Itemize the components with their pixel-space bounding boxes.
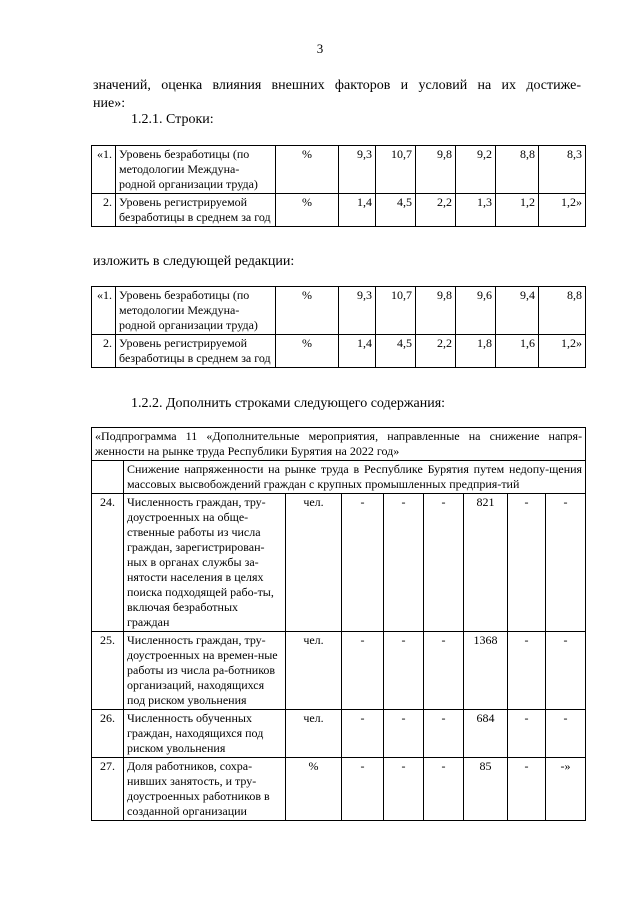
value-cell: -: [546, 710, 586, 758]
value-cell: 4,5: [376, 194, 416, 227]
subprogram-goal: Снижение напряженности на рынке труда в Республике Бурятия путем недопу-щения массовых высвобождений граждан с крупных промышленных предприя-тий: [124, 461, 586, 494]
row-number: 2.: [92, 335, 116, 368]
value-cell: 821: [464, 494, 508, 632]
value-cell: 1,6: [496, 335, 539, 368]
new-indicators-table: [91, 286, 586, 368]
value-cell: -: [342, 758, 384, 821]
table-row: [92, 194, 586, 227]
value-cell: -: [384, 710, 424, 758]
table-row: [92, 710, 586, 758]
value-cell: 10,7: [376, 287, 416, 335]
value-cell: -: [384, 494, 424, 632]
row-number: 24.: [92, 494, 124, 632]
row-number: «1.: [92, 146, 116, 194]
value-cell: -: [546, 632, 586, 710]
value-cell: 9,8: [416, 146, 456, 194]
value-cell: -: [384, 632, 424, 710]
row-number: 27.: [92, 758, 124, 821]
value-cell: 684: [464, 710, 508, 758]
item-1-2-2: 1.2.2. Дополнить строками следующего содержания:: [131, 396, 446, 411]
indicator-name: Доля работников, сохра-нивших занятость, и тру-доустроенных работников в созданной организации: [124, 758, 286, 821]
value-cell: 2,2: [416, 335, 456, 368]
value-cell: -: [508, 632, 546, 710]
value-cell: -: [508, 710, 546, 758]
value-cell: 1,3: [456, 194, 496, 227]
value-cell: -»: [546, 758, 586, 821]
old-indicators-table: [91, 145, 586, 227]
table-row: [92, 287, 586, 335]
unit: %: [286, 758, 342, 821]
value-cell: 85: [464, 758, 508, 821]
value-cell: 9,3: [339, 146, 376, 194]
unit: чел.: [286, 710, 342, 758]
value-cell: 8,3: [539, 146, 586, 194]
value-cell: -: [508, 494, 546, 632]
table-row: [92, 494, 586, 632]
indicator-name: Уровень безработицы (по методологии Междуна-родной организации труда): [116, 146, 276, 194]
unit: чел.: [286, 632, 342, 710]
row-number: 26.: [92, 710, 124, 758]
replace-text: изложить в следующей редакции:: [93, 254, 295, 269]
indicator-name: Численность обученных граждан, находящихся под риском увольнения: [124, 710, 286, 758]
indicator-name: Уровень регистрируемой безработицы в среднем за год: [116, 335, 276, 368]
value-cell: 1,4: [339, 194, 376, 227]
value-cell: 1,2»: [539, 335, 586, 368]
value-cell: 1,2: [496, 194, 539, 227]
unit: %: [276, 194, 339, 227]
value-cell: -: [384, 758, 424, 821]
value-cell: 10,7: [376, 146, 416, 194]
value-cell: -: [342, 494, 384, 632]
value-cell: 9,2: [456, 146, 496, 194]
row-number: 25.: [92, 632, 124, 710]
value-cell: 9,6: [456, 287, 496, 335]
intro-line-1: значений, оценка влияния внешних факторов и условий на их достиже-: [93, 78, 581, 93]
value-cell: -: [508, 758, 546, 821]
value-cell: -: [546, 494, 586, 632]
table-row: [92, 632, 586, 710]
page-number: 3: [316, 41, 324, 56]
unit: %: [276, 146, 339, 194]
value-cell: -: [424, 494, 464, 632]
value-cell: 9,4: [496, 287, 539, 335]
value-cell: -: [342, 710, 384, 758]
item-1-2-1: 1.2.1. Строки:: [131, 112, 214, 127]
table-row: [92, 146, 586, 194]
indicator-name: Уровень регистрируемой безработицы в среднем за год: [116, 194, 276, 227]
value-cell: -: [424, 758, 464, 821]
row-number: 2.: [92, 194, 116, 227]
empty-cell: [92, 461, 124, 494]
unit: %: [276, 287, 339, 335]
value-cell: 8,8: [496, 146, 539, 194]
value-cell: 9,8: [416, 287, 456, 335]
value-cell: -: [342, 632, 384, 710]
value-cell: 1,4: [339, 335, 376, 368]
value-cell: 4,5: [376, 335, 416, 368]
goal-row: [92, 461, 586, 494]
intro-line-2: ние»:: [93, 96, 126, 111]
value-cell: 1368: [464, 632, 508, 710]
value-cell: 8,8: [539, 287, 586, 335]
value-cell: -: [424, 632, 464, 710]
table-row: [92, 335, 586, 368]
value-cell: 2,2: [416, 194, 456, 227]
indicator-name: Уровень безработицы (по методологии Междуна-родной организации труда): [116, 287, 276, 335]
value-cell: 9,3: [339, 287, 376, 335]
table-row: [92, 758, 586, 821]
indicator-name: Численность граждан, тру-доустроенных на времен-ные работы из числа ра-ботников организаций, находящихся под риском увольнения: [124, 632, 286, 710]
indicator-name: Численность граждан, тру-доустроенных на обще-ственные работы из числа граждан, зарегистрирован-ных в органах службы за-нятости населения в целях поиска подходящей рабо-ты, включая безработных граждан: [124, 494, 286, 632]
subprogram-title: «Подпрограмма 11 «Дополнительные мероприятия, направленные на снижение напря-женности на рынке труда Республики Бурятия на 2022 год»: [92, 428, 586, 461]
subprogram-row: [92, 428, 586, 461]
unit: %: [276, 335, 339, 368]
row-number: «1.: [92, 287, 116, 335]
value-cell: -: [424, 710, 464, 758]
value-cell: 1,8: [456, 335, 496, 368]
added-indicators-table: [91, 427, 586, 821]
value-cell: 1,2»: [539, 194, 586, 227]
unit: чел.: [286, 494, 342, 632]
